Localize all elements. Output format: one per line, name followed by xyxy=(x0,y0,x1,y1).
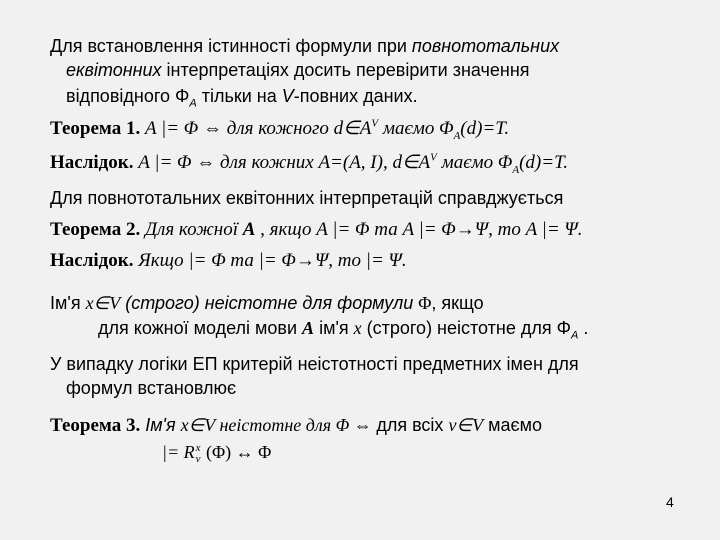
theorem-3 xyxy=(50,413,700,438)
corollary-2 xyxy=(50,249,700,273)
p3-text-c: (строго) неістотне для формули xyxy=(120,293,419,313)
p3-text-e: , якщо xyxy=(431,293,484,313)
theorem-3-text-c: для всіх xyxy=(376,415,449,435)
p1-text-a: Для встановлення істинності формули при xyxy=(50,36,412,56)
p1-sub-f: A xyxy=(189,97,197,110)
theorem-2-text-b: A xyxy=(242,219,256,240)
p3-text-d: Φ xyxy=(418,293,432,313)
theorem-2-text-a: Для кожної xyxy=(140,219,243,240)
p1-text-h: V xyxy=(281,86,294,106)
page-number: 4 xyxy=(666,494,674,510)
theorem-1 xyxy=(50,117,700,141)
theorem-3-text-e: маємо xyxy=(483,415,543,435)
theorem-3-formula-sub: v xyxy=(195,452,201,465)
paragraph-1-line-2 xyxy=(66,58,700,82)
theorem-2-text-i: . xyxy=(577,219,583,240)
theorem-2-text-e: та xyxy=(369,219,403,240)
p3-text-h: ім'я xyxy=(314,318,354,338)
p3-text-i: x xyxy=(353,318,362,338)
corollary-2-text-a: Якщо |= Φ та |= Φ→Ψ, то |= Ψ. xyxy=(133,250,407,271)
corollary-1 xyxy=(50,151,700,175)
theorem-2-text-f: A |= Φ→Ψ xyxy=(402,219,489,240)
paragraph-1-line-3 xyxy=(66,84,700,108)
theorem-3-text-a: Ім'я xyxy=(140,415,181,435)
p1-text-g: тільки на xyxy=(196,86,282,106)
p3-text-l: . xyxy=(578,318,589,338)
theorem-1-text-a: A |= Φ ⇔ xyxy=(140,118,227,139)
theorem-2-text-g: , то xyxy=(488,219,526,240)
theorem-3-formula xyxy=(162,440,700,465)
theorem-3-text-b: x∈V неістотне для Φ ⇔ xyxy=(180,415,377,435)
p3-sub-k: A xyxy=(570,329,579,342)
paragraph-4-line-2: формул встановлює xyxy=(66,378,237,398)
theorem-2-text-c: , якщо xyxy=(255,219,317,240)
corollary-1-text-b: для кожних A=(A, I), d∈A xyxy=(220,152,431,173)
corollary-1-text-d: (d)=T. xyxy=(519,152,568,173)
p3-text-b: x∈V xyxy=(85,293,121,313)
paragraph-3-line-2 xyxy=(98,316,700,340)
theorem-1-text-b: для кожного d∈A xyxy=(226,118,372,139)
p1-text-i: -повних даних. xyxy=(293,86,418,106)
theorem-2 xyxy=(50,218,700,242)
p1-text-e: відповідного Φ xyxy=(66,86,190,106)
corollary-1-label: Наслідок. xyxy=(50,152,134,173)
theorem-1-sup: V xyxy=(371,117,379,130)
theorem-3-formula-a: |= R xyxy=(162,442,195,462)
theorem-1-sub: A xyxy=(453,129,461,142)
theorem-1-label: Теорема 1. xyxy=(50,118,141,139)
theorem-2-text-h: A |= Ψ xyxy=(525,219,578,240)
paragraph-1-line-1 xyxy=(50,34,700,58)
p3-text-a: Ім'я xyxy=(50,293,86,313)
paragraph-4-line-1: У випадку логіки ЕП критерій неістотності предметних імен для xyxy=(50,354,579,374)
corollary-1-sub: A xyxy=(512,163,520,176)
p3-text-g: A xyxy=(302,318,315,338)
p1-text-b: повнототальних xyxy=(411,36,560,56)
corollary-1-text-c: маємо Φ xyxy=(436,152,513,173)
paragraph-3-line-1 xyxy=(50,291,700,315)
theorem-2-text-d: A |= Φ xyxy=(316,219,370,240)
theorem-3-formula-sup: x xyxy=(195,441,201,454)
p1-text-d: інтерпретаціях досить перевірити значення xyxy=(161,60,530,80)
theorem-3-formula-b: (Φ) ↔ Φ xyxy=(201,442,272,462)
theorem-1-text-c: маємо Φ xyxy=(378,118,454,139)
corollary-1-sup: V xyxy=(430,151,437,164)
p3-text-j: (строго) неістотне для Φ xyxy=(361,318,571,338)
theorem-3-label: Теорема 3. xyxy=(50,415,141,436)
theorem-1-text-d: (d)=T. xyxy=(460,118,510,139)
theorem-3-text-d: v∈V xyxy=(448,415,484,435)
paragraph-2: Для повнототальних еквітонних інтерпретацій справджується xyxy=(50,188,564,208)
corollary-1-text-a: A |= Φ ⇔ xyxy=(133,152,220,173)
corollary-2-label: Наслідок. xyxy=(50,250,134,271)
theorem-2-label: Теорема 2. xyxy=(50,219,141,240)
p3-text-f: для кожної моделі мови xyxy=(98,318,303,338)
p1-text-c: еквітонних xyxy=(66,60,162,80)
